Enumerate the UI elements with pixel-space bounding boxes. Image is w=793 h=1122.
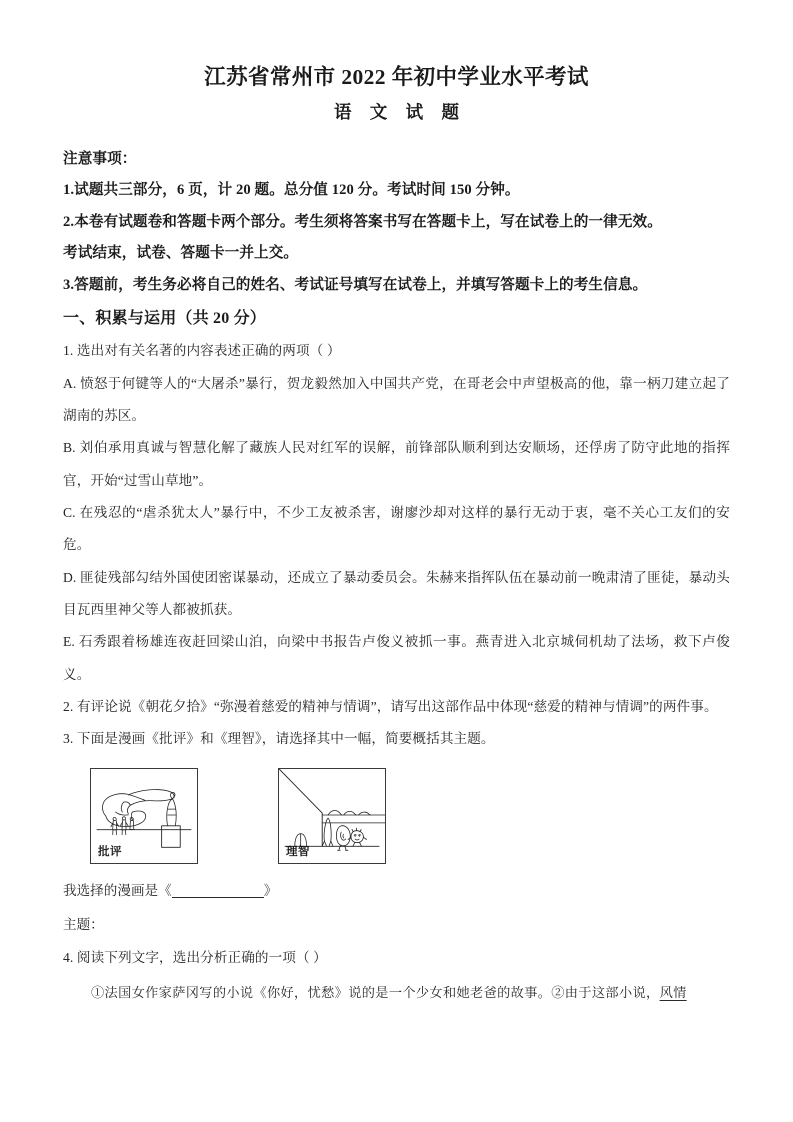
cartoon-figure-reason — [278, 768, 386, 864]
cartoon-caption-criticism: 批评 — [98, 846, 122, 859]
cartoon-figure-criticism — [90, 768, 198, 864]
theme-answer-label: 主题： — [63, 916, 104, 932]
cartoon-row — [63, 768, 730, 864]
question-4-passage — [63, 980, 730, 1006]
question-4-passage-text: ①法国女作家萨冈写的小说《你好，忧愁》说的是一个少女和她老爸的故事。②由于这部小说， — [91, 985, 660, 1001]
notice-item-2-cont: 考试结束，试卷、答题卡一并上交。 — [63, 245, 299, 262]
question-1-option-a: A. 愤怒于何键等人的“大屠杀”暴行，贺龙毅然加入中国共产党，在哥老会中声望极高的他，靠一柄刀建立起了湖南的苏区。 — [63, 375, 730, 424]
question-1-option-e: E. 石秀跟着杨雄连夜赶回梁山泊，向梁中书报告卢俊义被抓一事。燕青进入北京城伺机劫了法场，救下卢俊义。 — [63, 634, 730, 682]
question-4-stem: 4. 阅读下列文字，选出分析正确的一项（ ） — [63, 949, 327, 965]
notice-item-2: 2.本卷有试题卷和答题卡两个部分。考生须将答案书写在答题卡上，写在试卷上的一律无效。 — [63, 213, 662, 230]
question-3-stem: 3. 下面是漫画《批评》和《理智》，请选择其中一幅，简要概括其主题。 — [63, 731, 495, 747]
question-4-underlined-word: 风情 — [659, 985, 687, 1001]
cartoon-choice-prefix: 我选择的漫画是《 — [63, 882, 172, 898]
question-1-option-b: B. 刘伯承用真诚与智慧化解了藏族人民对红军的误解，前锋部队顺利到达安顺场，还俘虏了防守此地的指挥官，开始“过雪山草地”。 — [63, 440, 730, 488]
question-1-option-c: C. 在残忍的“虐杀犹太人”暴行中，不少工友被杀害，谢廖沙却对这样的暴行无动于衷，毫不关心工友们的安危。 — [63, 505, 730, 553]
page-title: 江苏省常州市 2022 年初中学业水平考试 — [204, 65, 589, 89]
notice-item-3: 3.答题前，考生务必将自己的姓名、考试证号填写在试卷上，并填写答题卡上的考生信息。 — [63, 276, 648, 293]
reason-cartoon — [278, 768, 386, 864]
cartoon-choice-suffix: 》 — [263, 882, 278, 898]
question-1-stem: 1. 选出对有关名著的内容表述正确的两项（ ） — [63, 343, 341, 359]
cartoon-choice-blank[interactable] — [172, 882, 264, 898]
question-2-stem: 2. 有评论说《朝花夕拾》“弥漫着慈爱的精神与情调”，请写出这部作品中体现“慈爱的精神与情调”的两件事。 — [63, 699, 718, 715]
question-1-option-d: D. 匪徒残部勾结外国使团密谋暴动，还成立了暴动委员会。朱赫来指挥队伍在暴动前一晚肃清了匪徒，暴动头目瓦西里神父等人都被抓获。 — [63, 569, 730, 618]
notice-block — [63, 144, 730, 302]
cartoon-choice-line — [63, 874, 730, 908]
section-heading-accumulation: 一、积累与运用（共 20 分） — [63, 310, 267, 328]
notice-item-1: 1.试题共三部分，6 页，计 20 题。总分值 120 分。考试时间 150 分钟。 — [63, 182, 520, 199]
notice-heading: 注意事项： — [63, 150, 137, 167]
page-subtitle: 语 文 试 题 — [333, 102, 467, 123]
criticism-cartoon — [90, 768, 198, 864]
cartoon-caption-reason: 理智 — [286, 846, 310, 859]
